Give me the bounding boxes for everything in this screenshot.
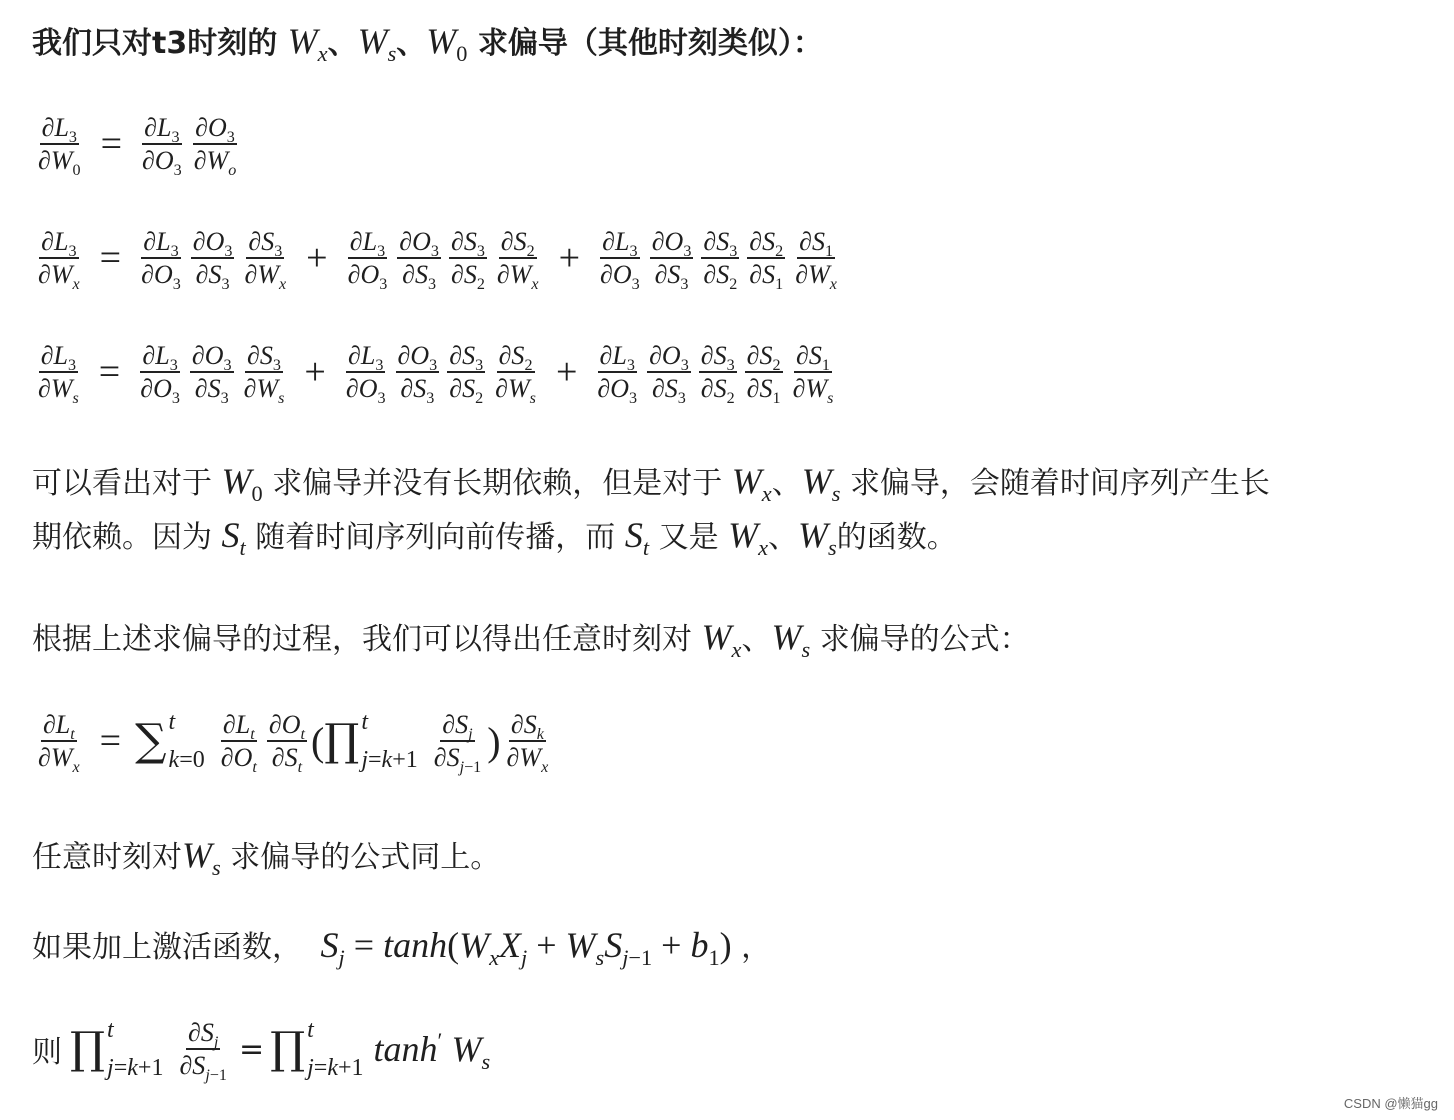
paragraph-product-tanh: 则 ∏ t j=k+1 $\frac{\partial S_j}{\partial S_{j-1}}$ = ∏ t j=k+1 $\tanh' W_s$: [32, 1017, 491, 1085]
para1-c: 求偏导，会随着时间序列产生长: [849, 466, 1270, 501]
heading-prefix: 我们只对t3时刻的: [32, 26, 278, 61]
para1-d: 期依赖。因为: [32, 520, 212, 555]
equation-dL3-dW0: $\frac{\partial L_3}{\partial W_0}$ = $\frac{\partial L_3}{\partial O_3}$ $\frac{\partial O_3}{\partial W_o}$: [38, 113, 237, 180]
para4-comma: ，: [741, 930, 772, 965]
para1-sep: 、: [771, 466, 802, 501]
para2-b: 求偏导的公式：: [819, 622, 1030, 657]
tanh-label: tanh: [383, 925, 448, 965]
para1-a: 可以看出对于: [32, 466, 212, 501]
tanh-derivative-label: tanh: [373, 1029, 438, 1069]
para1-g: 的函数。: [836, 520, 957, 555]
paragraph-ws-same: 任意时刻对$W_s$ 求偏导的公式同上。: [32, 835, 501, 881]
para3-b: 求偏导的公式同上。: [230, 840, 501, 875]
paragraph-dependency-line2: 期依赖。因为 $S_t$ 随着时间序列向前传播，而 $S_t$ 又是 $W_x$、$W_s$的函数。: [32, 515, 957, 561]
para5-a: 则: [32, 1035, 62, 1070]
para2-a: 根据上述求偏导的过程，我们可以得出任意时刻对: [32, 622, 692, 657]
heading-sep-1: 、: [327, 26, 358, 61]
equation-general-dLt-dWx: $\frac{\partial L_t}{\partial W_x}$ = ∑ t k=0 $\frac{\partial L_t}{\partial O_t}$ $\frac{\partial O_t}{\partial S_t}$ ( ∏ t j=k+1 $\frac{\partial S_j}{\partial S_{j-1}}$ ) $\frac{\partial S_k}{\partial W_x}$: [38, 709, 549, 777]
para1-sep-2: 、: [768, 520, 799, 555]
para1-f: 又是: [658, 520, 719, 555]
para4-a: 如果加上激活函数，: [32, 930, 302, 965]
paragraph-general-formula: 根据上述求偏导的过程，我们可以得出任意时刻对 $W_x$、$W_s$ 求偏导的公式：: [32, 617, 1030, 663]
csdn-watermark: CSDN @懒猫gg: [1343, 1096, 1438, 1111]
equation-dL3-dWs: $\frac{\partial L_3}{\partial W_s}$ = $\frac{\partial L_3}{\partial O_3}$ $\frac{\partial O_3}{\partial S_3}$ $\frac{\partial S_3}{\partial W_s}$ + $\frac{\partial L_3}{\partial O_3}$ $\frac{\partial O_3}{\partial S_3}$ $\frac{\partial S_3}{\partial S_2}$ $\frac{\partial S_2}{\partial W_s}$ + $\frac{\partial L_3}{\partial O_3}$ $\frac{\partial O_3}{\partial S_3}$ $\frac{\partial S_3}{\partial S_2}$ $\frac{\partial S_2}{\partial S_1}$ $\frac{\partial S_1}{\partial W_s}$: [38, 341, 834, 408]
paragraph-activation: 如果加上激活函数， $S_j = \tanh(W_xX_j + W_sS_{j-1} + b_1)$ ，: [32, 925, 772, 971]
heading-suffix: 求偏导（其他时刻类似）：: [477, 26, 823, 61]
section-heading: 我们只对t3时刻的 $W_x$、$W_s$、$W_0$ 求偏导（其他时刻类似）：: [32, 21, 823, 67]
heading-sep-2: 、: [396, 26, 427, 61]
para1-b: 求偏导并没有长期依赖，但是对于: [272, 466, 723, 501]
paragraph-dependency-line1: 可以看出对于 $W_0$ 求偏导并没有长期依赖，但是对于 $W_x$、$W_s$ 求偏导，会随着时间序列产生长: [32, 461, 1270, 507]
para2-sep: 、: [741, 622, 772, 657]
para3-a: 任意时刻对: [32, 840, 182, 875]
para1-e: 随着时间序列向前传播，而: [255, 520, 616, 555]
equation-dL3-dWx: $\frac{\partial L_3}{\partial W_x}$ = $\frac{\partial L_3}{\partial O_3}$ $\frac{\partial O_3}{\partial S_3}$ $\frac{\partial S_3}{\partial W_x}$ + $\frac{\partial L_3}{\partial O_3}$ $\frac{\partial O_3}{\partial S_3}$ $\frac{\partial S_3}{\partial S_2}$ $\frac{\partial S_2}{\partial W_x}$ + $\frac{\partial L_3}{\partial O_3}$ $\frac{\partial O_3}{\partial S_3}$ $\frac{\partial S_3}{\partial S_2}$ $\frac{\partial S_2}{\partial S_1}$ $\frac{\partial S_1}{\partial W_x}$: [38, 227, 837, 294]
para5-eq: =: [238, 1031, 265, 1067]
